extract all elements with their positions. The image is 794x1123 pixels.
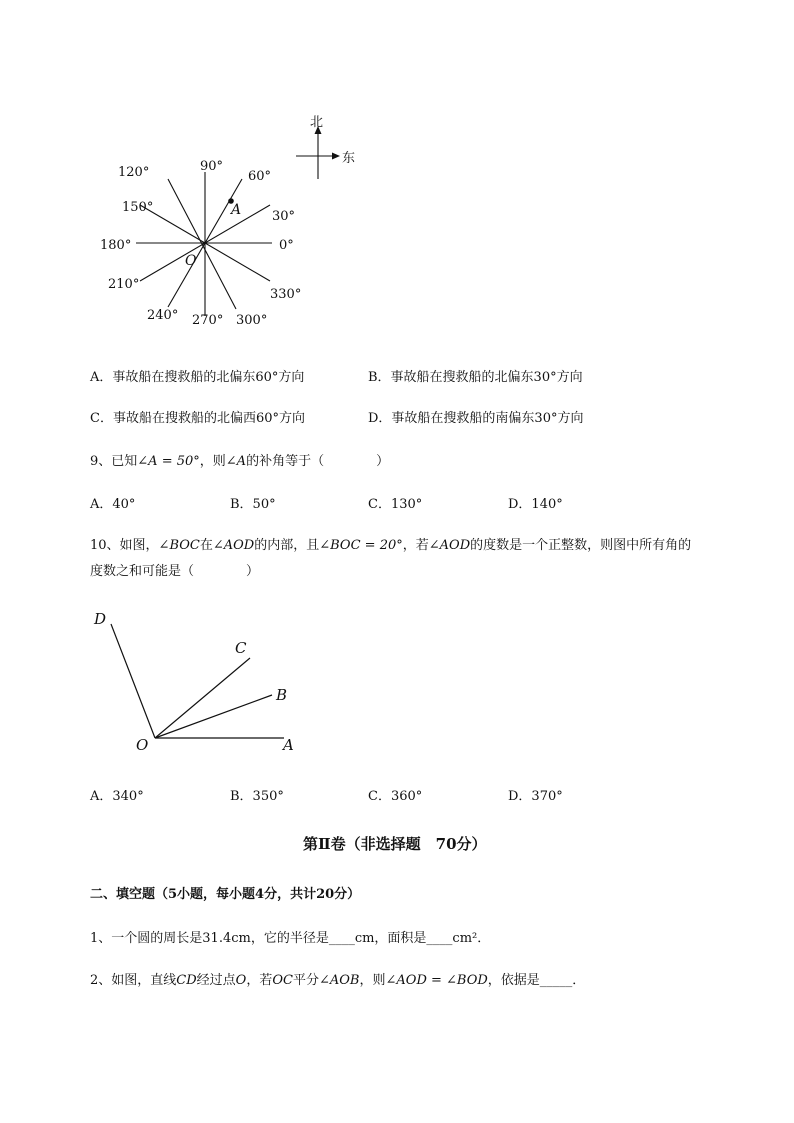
angle-330-label: 330° [270, 287, 302, 302]
angle-270-label: 270° [192, 313, 224, 328]
angle-120-label: 120° [118, 165, 150, 180]
q9-suffix: 的补角等于（ ） [246, 454, 390, 469]
angle-60-label: 60° [248, 169, 272, 184]
f2-oc: OC [272, 973, 293, 988]
q9-option-a: A．40° [90, 497, 136, 512]
point-o-label: O [185, 253, 197, 269]
fill-question-1: 1、一个圆的周长是31.4cm，它的半径是____cm，面积是____cm²． [90, 931, 491, 946]
angle-90-label: 90° [200, 159, 224, 174]
f2-eq: ∠AOD = ∠BOD [385, 973, 488, 988]
q8-option-d: D．事故船在搜救船的南偏东30°方向 [368, 411, 584, 426]
section-2-heading: 二、填空题（5小题，每小题4分，共计20分） [90, 887, 361, 902]
point-d-label: D [94, 610, 107, 628]
point-o-label: O [136, 736, 149, 754]
east-label: 东 [342, 151, 356, 166]
q9-option-b: B．50° [230, 497, 276, 512]
q9-option-d: D．140° [508, 497, 563, 512]
question-10-stem-line1 [90, 534, 691, 553]
f2-aob: ∠AOB [318, 973, 360, 988]
q9-mid: ，则 [199, 454, 226, 469]
q10-boc-20: ∠BOC = 20° [319, 538, 403, 553]
f2-p3: ，若 [246, 973, 273, 988]
q8-option-c: C．事故船在搜救船的北偏西60°方向 [90, 411, 305, 426]
q10-option-d: D．370° [508, 789, 563, 804]
north-label: 北 [310, 115, 324, 130]
east-arrow-icon [332, 153, 340, 160]
ray-od [111, 624, 155, 738]
angle-150-label: 150° [122, 200, 154, 215]
q10-p1: 10、如图， [90, 538, 159, 553]
point-a-label: A [231, 202, 242, 218]
f2-p6: ，依据是_____． [487, 973, 586, 988]
fill-question-2 [90, 969, 585, 988]
point-b-label: B [276, 686, 288, 704]
angle-figure [88, 600, 318, 760]
q10-option-a: A．340° [90, 789, 144, 804]
q9-angle-a: ∠A [225, 454, 247, 469]
f2-p5: ，则 [359, 973, 386, 988]
q10-option-b: B．350° [230, 789, 284, 804]
point-c-label: C [235, 639, 247, 657]
q10-aod-2: ∠AOD [428, 538, 471, 553]
f2-cd: CD [176, 973, 197, 988]
q10-boc: ∠BOC [158, 538, 200, 553]
q10-p4: ，若 [402, 538, 429, 553]
angle-180-label: 180° [100, 238, 132, 253]
q8-option-b: B．事故船在搜救船的北偏东30°方向 [368, 370, 583, 385]
question-9-stem [90, 450, 389, 469]
f2-o: O [235, 973, 247, 988]
f2-p4: 平分 [292, 973, 319, 988]
q8-option-a: A．事故船在搜救船的北偏东60°方向 [90, 370, 305, 385]
angle-30-label: 30° [272, 209, 296, 224]
ray-ob [155, 695, 272, 738]
point-a-label: A [283, 736, 294, 754]
q9-prefix: 9、已知 [90, 454, 138, 469]
q9-angle-a-eq: ∠A = 50° [137, 454, 200, 469]
angle-240-label: 240° [147, 308, 179, 323]
question-10-stem-line2: 度数之和可能是（ ） [90, 564, 260, 579]
compass-figure [100, 110, 360, 340]
q10-p5: 的度数是一个正整数，则图中所有角的 [470, 538, 692, 553]
ray-oc [155, 658, 250, 738]
q10-p2: 在 [199, 538, 213, 553]
q10-option-c: C．360° [368, 789, 423, 804]
q10-aod: ∠AOD [212, 538, 255, 553]
part-2-title: 第Ⅱ卷（非选择题 70分） [303, 835, 487, 853]
f2-p2: 经过点 [196, 973, 236, 988]
angle-0-label: 0° [279, 238, 294, 253]
f2-p1: 2、如图，直线 [90, 973, 177, 988]
angle-300-label: 300° [236, 313, 268, 328]
q10-p3: 的内部，且 [254, 538, 320, 553]
angle-210-label: 210° [108, 277, 140, 292]
q9-option-c: C．130° [368, 497, 423, 512]
